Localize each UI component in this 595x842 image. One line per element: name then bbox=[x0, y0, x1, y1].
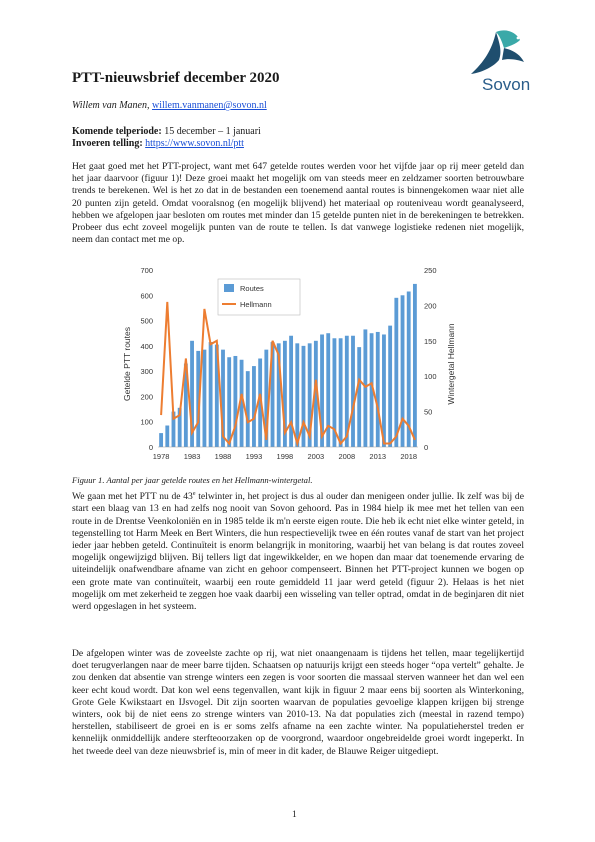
paragraph-intro: Het gaat goed met het PTT-project, want met 647 getelde routes werden voor het vijfde jaar op rij meer geteld dan het jaar daarvoor (figuur 1)! Deze groei maakt het mogelijk om van steeds meer en zeldzamer soorten betrouwbare trends te berekenen. Wel is het zo dat in de bestanden een toenemend aantal routes is binnengekomen waar niet alle 20 punten zijn geteld. Omdat vooralsnog (en mogelijk blijvend) het materiaal op routeniveau wordt geanalyseerd, hebben we afgelopen jaar besloten om routes met minder dan 15 getelde punten niet in de berekeningen te betrekken. Probeer dus echt zoveel mogelijk punten van de route te tellen. Is dat vanwege logistieke redenen niet mogelijk, neem dan contact met me op. bbox=[72, 161, 524, 246]
x-tick-label: 1988 bbox=[214, 452, 232, 461]
routes-bar-2009 bbox=[351, 336, 355, 447]
paragraph-history-b: telwinter in, het project is dus al ouder dan menigeen onder jullie. Ik zelf was bij de start een blaag van 13 en had zelfs nog nooit van Sovon gehoord. Pas in 1984 hielp ik mee met het tellen van een route in de Drentse Veenkoloniën en in 1985 telde ik m'n eerste eigen route. Die heb ik echt niet elke winter geteld, in tegenstelling tot Harm Meek en Bert Winters, die hun respectievelijk twee en één routes vanaf de start van het project ieder jaar hebben geteld. Continuïteit is enorm belangrijk in monitoring, waarbij het van belang is dat routes zoveel mogelijk ongewijzigd blijven. Bij tellers ligt dat ingewikkelder, en we hopen dan maar dat toenemende ervaring de uiteindelijk onafwendbare afname van zicht en gehoor compenseert. Binnen het PTT-project kunnen we bogen op een grote mate van continuïteit, waarbij een route gemiddeld 11 jaar werd geteld (figuur 2). Helaas is het niet mogelijk om met zekerheid te zeggen hoe vaak daarbij een wisseling van teller optrad, omdat in de beginjaren dit niet werd opgeslagen in het systeem. bbox=[72, 491, 524, 613]
routes-bar-2010 bbox=[357, 347, 361, 447]
routes-bar-2000 bbox=[295, 343, 299, 447]
routes-bar-1990 bbox=[233, 356, 237, 447]
routes-bar-2019 bbox=[413, 284, 417, 447]
author-line bbox=[72, 100, 267, 111]
paragraph-history-a: We gaan met het PTT nu de 43 bbox=[72, 491, 193, 503]
y-tick-label: 0 bbox=[148, 443, 153, 452]
routes-bar-1989 bbox=[227, 357, 231, 447]
y2-tick-label: 50 bbox=[424, 407, 433, 417]
swallow-icon bbox=[471, 30, 524, 74]
routes-bar-2001 bbox=[302, 346, 306, 447]
logo-text: Sovon bbox=[482, 75, 531, 94]
x-tick-label: 2013 bbox=[369, 452, 387, 461]
y-axis-label: Getelde PTT routes bbox=[122, 326, 132, 402]
routes-bar-1979 bbox=[165, 426, 169, 447]
routes-bar-2013 bbox=[376, 332, 380, 447]
y-tick-label: 400 bbox=[140, 341, 153, 351]
page-title: PTT-nieuwsbrief december 2020 bbox=[72, 70, 280, 86]
entry-url-link[interactable]: https://www.sovon.nl/ptt bbox=[145, 138, 244, 149]
y2-tick-label: 200 bbox=[424, 301, 437, 311]
period-label: Komende telperiode: bbox=[72, 126, 162, 137]
routes-bar-2016 bbox=[394, 298, 398, 447]
y2-tick-label: 250 bbox=[424, 266, 437, 275]
figure-caption: Figuur 1. Aantal per jaar getelde routes en het Hellmann-wintergetal. bbox=[72, 475, 313, 485]
page-number: 1 bbox=[292, 810, 297, 820]
author-name: Willem van Manen, bbox=[72, 100, 150, 111]
period-value: 15 december – 1 januari bbox=[164, 126, 261, 137]
y-tick-label: 100 bbox=[140, 417, 153, 427]
y2-tick-label: 0 bbox=[424, 443, 429, 452]
entry-line bbox=[72, 138, 244, 149]
routes-bar-1985 bbox=[203, 350, 207, 447]
routes-bar-1993 bbox=[252, 366, 256, 447]
y-tick-label: 300 bbox=[140, 367, 153, 377]
routes-bar-1992 bbox=[246, 371, 250, 447]
y-tick-label: 500 bbox=[140, 316, 153, 326]
routes-bar-1986 bbox=[209, 342, 213, 447]
y-tick-label: 700 bbox=[140, 266, 153, 275]
x-tick-label: 2008 bbox=[338, 452, 356, 461]
paragraph-history bbox=[72, 488, 524, 613]
y2-tick-label: 100 bbox=[424, 372, 437, 382]
routes-bar-2015 bbox=[388, 326, 392, 447]
sovon-logo bbox=[466, 26, 546, 96]
period-line bbox=[72, 126, 261, 137]
routes-bar-2007 bbox=[339, 338, 343, 447]
y-tick-label: 200 bbox=[140, 392, 153, 402]
x-tick-label: 1998 bbox=[276, 452, 294, 461]
routes-bar-1978 bbox=[159, 433, 163, 447]
x-tick-label: 1978 bbox=[152, 452, 170, 461]
x-tick-label: 2018 bbox=[400, 452, 418, 461]
entry-label: Invoeren telling: bbox=[72, 138, 143, 149]
legend-routes-label: Routes bbox=[240, 284, 264, 293]
legend-hellmann-label: Hellmann bbox=[240, 300, 272, 309]
y2-axis-label: Wintergetal Hellmann bbox=[446, 323, 456, 405]
chart-legend bbox=[218, 279, 300, 315]
x-tick-label: 1993 bbox=[245, 452, 263, 461]
x-tick-label: 1983 bbox=[183, 452, 201, 461]
author-email-link[interactable]: willem.vanmanen@sovon.nl bbox=[151, 100, 267, 111]
y-tick-label: 600 bbox=[140, 291, 153, 301]
paragraph-history-sup: e bbox=[192, 491, 196, 497]
legend-routes-swatch bbox=[224, 284, 234, 292]
routes-bar-2011 bbox=[363, 329, 367, 447]
paragraph-winter: De afgelopen winter was de zoveelste zachte op rij, wat niet onaangenaam is tijdens het tellen, maar tegelijkertijd doet terugverlangen naar de meer barre tijden. Schaatsen op natuurijs krijgt een steeds hoger “opa vertelt” gehalte. Je zou denken dat absentie van strenge winters een zegen is voor soorten die massaal sterven wanneer het dan wel een keer echt koud wordt. Dat kon wel eens tegenvallen, want kijk in figuur 2 maar eens bij soorten als Winterkoning, Grote Gele Kwikstaart en IJsvogel. Dit zijn soorten waarvan de populaties gevoelige klappen krijgen bij strenge winters, ook bij de niet eens zo strenge winters van 2010-13. Na dat populaties zich (meestal in razend tempo) herstellen, stabiliseert de groei en is er soms zelfs afname na een zachte winter. Na populatieherstel treden er kennelijk onmiddellijk andere sterfteoorzaken op de voorgrond, waardoor ongebreidelde groei wordt ingeperkt. In het tweede deel van deze nieuwsbrief is, min of meer in dit kader, de Blauwe Reiger uitgediept. bbox=[72, 648, 524, 757]
y2-tick-label: 150 bbox=[424, 336, 437, 346]
x-tick-label: 2003 bbox=[307, 452, 325, 461]
routes-hellmann-chart bbox=[118, 262, 458, 472]
